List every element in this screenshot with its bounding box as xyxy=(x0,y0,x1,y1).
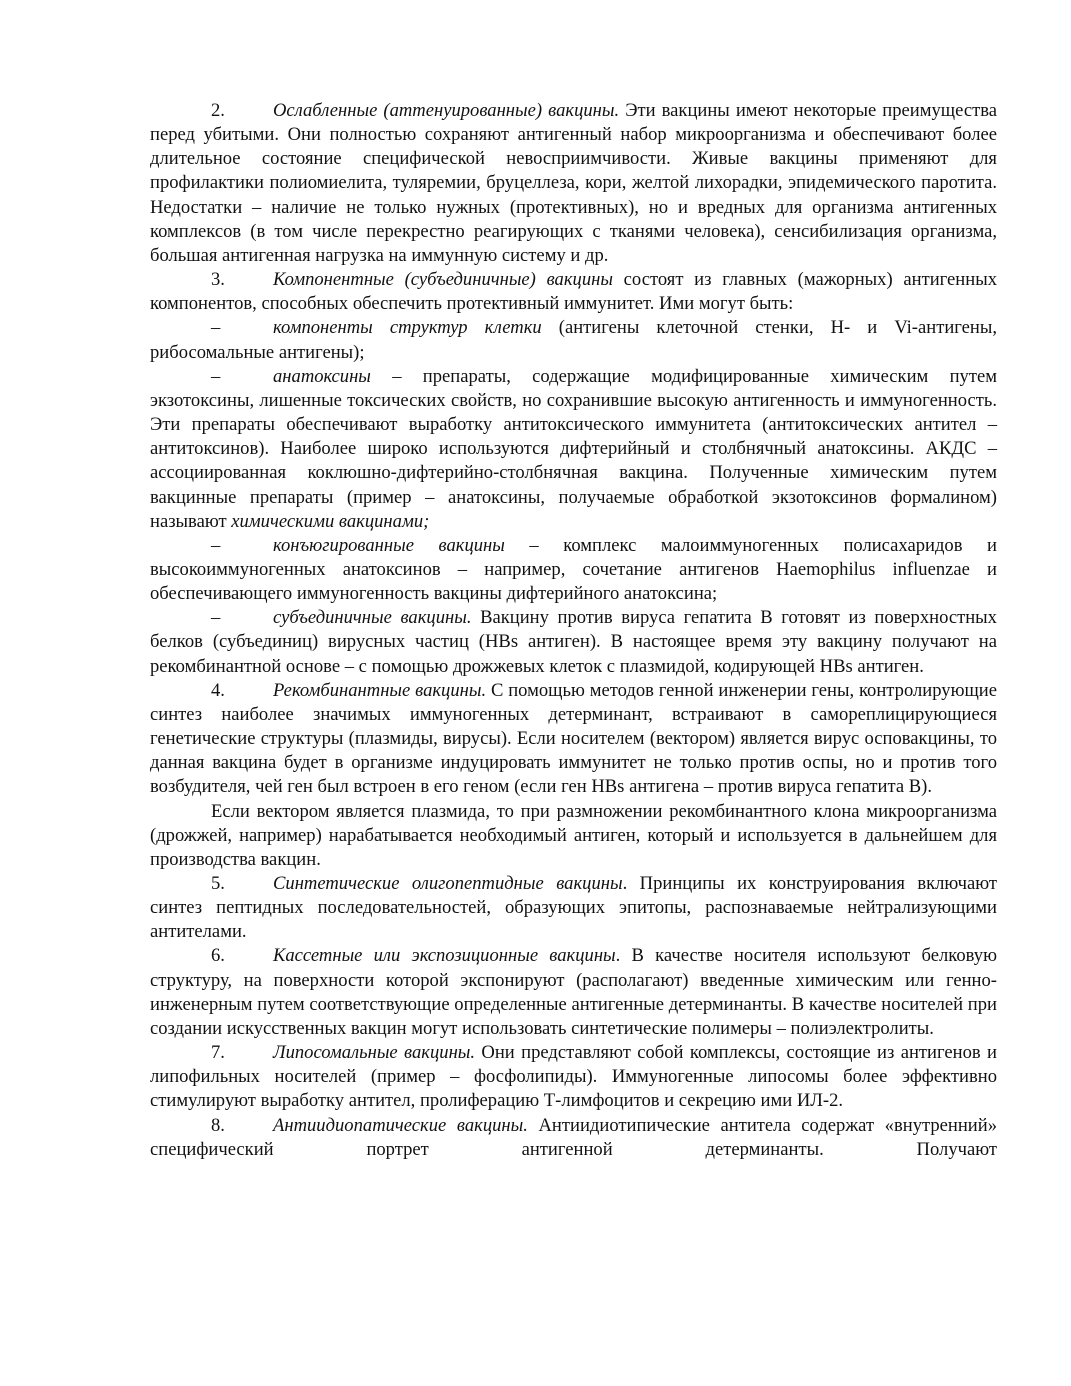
document-page xyxy=(150,99,997,1162)
term-heading: конъюгированные вакцины xyxy=(273,534,505,556)
paragraph-text: . В качестве носителя используют белковую структуру, на поверхности которой экспонируют (располагают) введенные химическим или генно-инженерным путем соответствующие определенные антигенные детерминанты. В качестве носителей при создании искусственных вакцин могут использовать синтетические полимеры – полиэлектролиты. xyxy=(150,945,997,1039)
term-heading: Рекомбинантные вакцины. xyxy=(273,679,487,701)
paragraph-text: Они представляют собой комплексы, состоящие из антигенов и липофильных носителей (пример – фосфолипиды). Иммуногенные липосомы более эффективно стимулируют выработку антител, пролиферацию Т-лимфоцитов и секрецию ими ИЛ-2. xyxy=(150,1042,997,1112)
term-heading: компоненты структур клетки xyxy=(273,317,542,339)
paragraph-plasmid-vector xyxy=(150,800,997,872)
list-marker: 8. xyxy=(211,1114,225,1136)
paragraph-recombinant-vaccines xyxy=(150,679,997,800)
term-heading: анатоксины xyxy=(273,365,371,387)
paragraph-text: Антиидиотипические антитела содержат «внутренний» специфический портрет антигенной детерминанты. Получают xyxy=(150,1114,997,1160)
term-heading: Кассетные или экспозиционные вакцины xyxy=(273,945,616,967)
paragraph-subunit-vaccines xyxy=(150,606,997,678)
list-marker: 5. xyxy=(211,873,225,894)
list-marker: 7. xyxy=(211,1042,225,1064)
list-marker: 3. xyxy=(211,269,225,291)
paragraph-conjugated-vaccines xyxy=(150,534,997,606)
paragraph-liposomal-vaccines xyxy=(150,1041,997,1113)
paragraph-text: состоят из главных (мажорных) антигенных компонентов, способных обеспечить протективный иммунитет. Ими могут быть: xyxy=(150,269,997,315)
paragraph-anatoxins xyxy=(150,365,997,534)
paragraph-text: (антигены клеточной стенки, Н- и Vi-антигены, рибосомальные антигены); xyxy=(150,317,997,363)
paragraph-text: – препараты, содержащие модифицированные химическим путем экзотоксины, лишенные токсических свойств, но сохранившие высокую антигенность и иммуногенность. Эти препараты обеспечивают выработку антитоксического иммунитета (антитоксических антител – антитоксинов). Наиболее широко используются дифтерийный и столбнячный анатоксины. АКДС – ассоциированная коклюшно-дифтерийно-столбнячная вакцина. Полученные химическим путем вакцинные препараты (пример – анатоксины, получаемые обработкой экзотоксинов формалином) называют xyxy=(150,365,997,532)
term-heading: Липосомальные вакцины. xyxy=(273,1042,476,1064)
term-heading: Ослабленные (аттенуированные) вакцины. xyxy=(273,100,620,121)
term-heading: Компонентные (субъединичные) вакцины xyxy=(273,269,613,291)
paragraph-text: Эти вакцины имеют некоторые преимущества перед убитыми. Они полностью сохраняют антигенный набор микроорганизма и обеспечивают более длительное состояние специфической невосприимчивости. Живые вакцины применяют для профилактики полиомиелита, туляремии, бруцеллеза, кори, желтой лихорадки, эпидемического паротита. Недостатки – наличие не только нужных (протективных), но и вредных для организма антигенных комплексов (в том числе перекрестно реагирующих с тканями человека), сенсибилизация организма, большая антигенная нагрузка на иммунную систему и др. xyxy=(150,100,997,266)
term-inline: химическими вакцинами; xyxy=(231,510,430,532)
list-marker: – xyxy=(211,607,221,629)
list-marker: 4. xyxy=(211,679,225,701)
paragraph-antiidiotypic-vaccines xyxy=(150,1114,997,1162)
term-heading: Антиидиопатические вакцины. xyxy=(273,1114,528,1136)
paragraph-component-vaccines xyxy=(150,268,997,316)
list-marker: – xyxy=(211,317,221,339)
paragraph-attenuated-vaccines xyxy=(150,99,997,268)
paragraph-text: – комплекс малоиммуногенных полисахаридов и высокоиммуногенных анатоксинов – например, сочетание антигенов Haemophilus influenzae и обеспечивающего иммуногенность вакцины дифтерийного анатоксина; xyxy=(150,534,997,605)
paragraph-text: Если вектором является плазмида, то при размножении рекомбинантного клона микроорганизма (дрожжей, например) нарабатывается необходимый антиген, который и используется в дальнейшем для производства вакцин. xyxy=(150,800,997,870)
list-marker: 6. xyxy=(211,945,225,967)
paragraph-cell-components xyxy=(150,316,997,364)
paragraph-text: Вакцину против вируса гепатита В готовят из поверхностных белков (субъединиц) вирусных частиц (HBs антиген). В настоящее время эту вакцину получают на рекомбинантной основе – с помощью дрожжевых клеток с плазмидой, кодирующей HBs антиген. xyxy=(150,607,997,677)
list-marker: – xyxy=(211,365,221,387)
term-heading: Синтетические олигопептидные вакцины xyxy=(273,873,623,894)
paragraph-text: С помощью методов генной инженерии гены, контролирующие синтез наиболее значимых иммуногенных детерминант, встраивают в самореплицирующиеся генетические структуры (плазмиды, вирусы). Если носителем (вектором) является вирус осповакцины, то данная вакцина будет в организме индуцировать иммунитет не только против оспы, но и против того возбудителя, чей ген был встроен в его геном (если ген HBs антигена – против вируса гепатита В). xyxy=(150,679,997,798)
term-heading: субъединичные вакцины. xyxy=(273,607,472,629)
paragraph-text: . Принципы их конструирования включают синтез пептидных последовательностей, образующих эпитопы, распознаваемые нейтрализующими антителами. xyxy=(150,873,997,943)
paragraph-cassette-vaccines xyxy=(150,944,997,1041)
paragraph-synthetic-vaccines xyxy=(150,872,997,944)
list-marker: – xyxy=(211,534,221,556)
list-marker: 2. xyxy=(211,100,225,121)
